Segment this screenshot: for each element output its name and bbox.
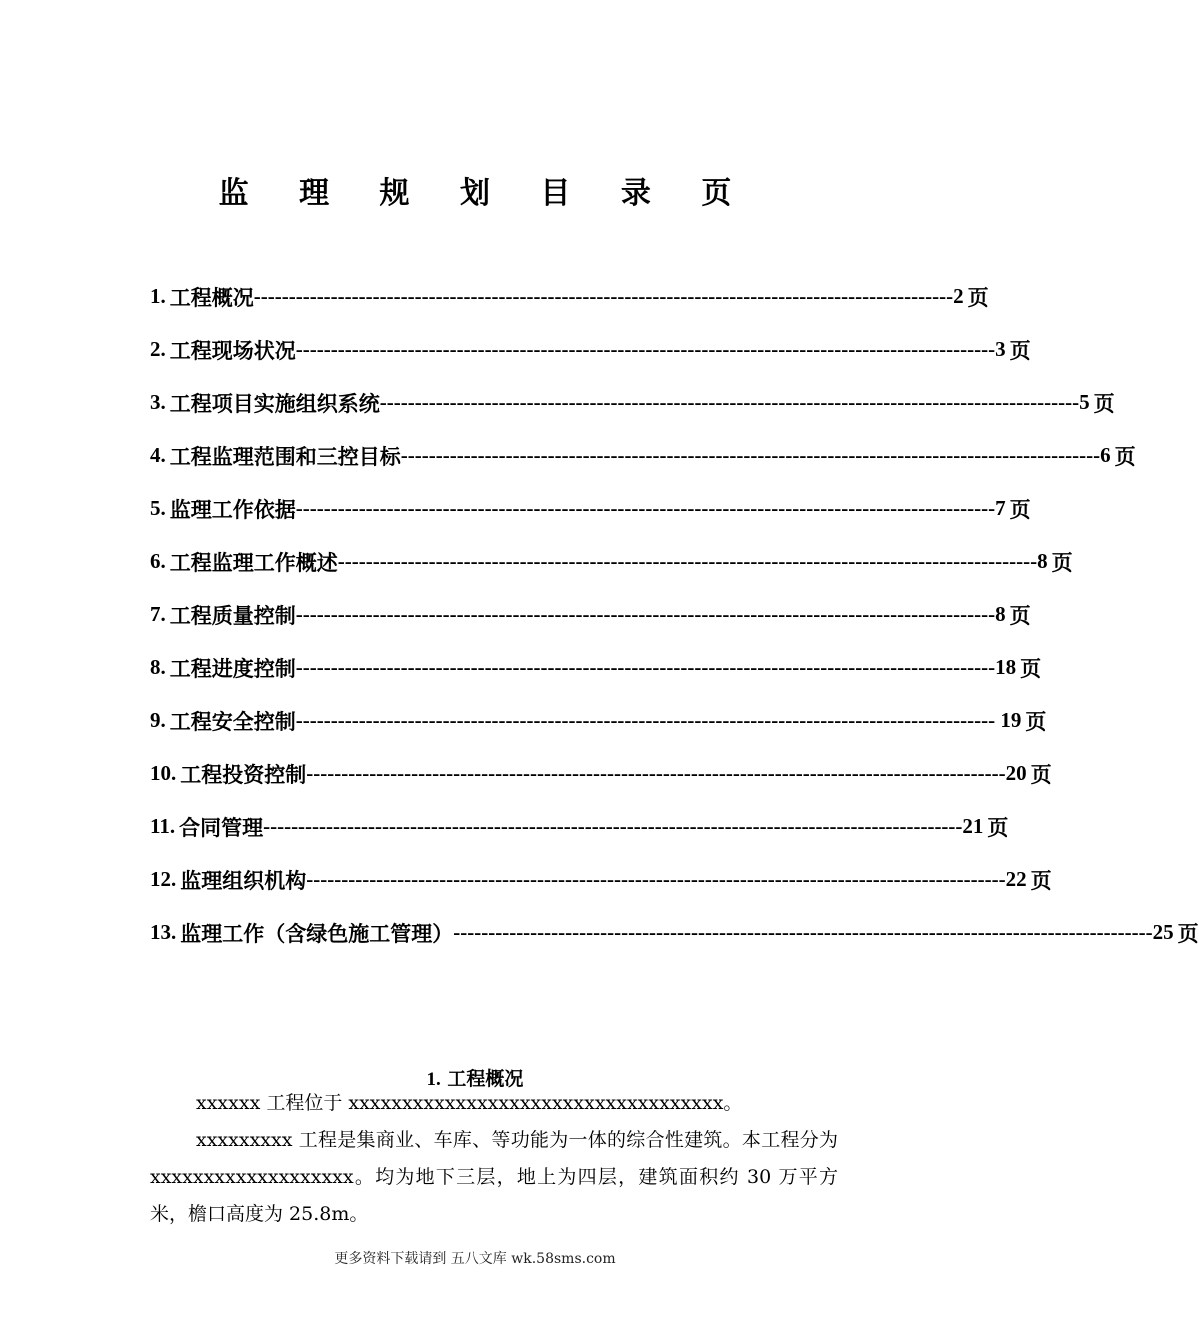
- toc-leader: ----------------------------------------------------------------------------------------------------: [295, 337, 996, 361]
- toc-number: 4.: [150, 443, 166, 467]
- toc-label: 工程投资控制: [180, 761, 307, 787]
- table-of-contents: [150, 270, 1199, 959]
- toc-number: 2.: [150, 337, 166, 361]
- toc-label: 工程现场状况: [169, 337, 296, 363]
- toc-leader: ----------------------------------------------------------------------------------------------------: [306, 761, 1006, 785]
- toc-entry: [150, 853, 1052, 906]
- toc-page-unit: 页: [1051, 549, 1073, 575]
- toc-leader: ----------------------------------------------------------------------------------------------------: [453, 920, 1153, 944]
- toc-page-unit: 页: [1177, 920, 1199, 946]
- toc-page-number: 8: [995, 602, 1006, 626]
- toc-leader: ----------------------------------------------------------------------------------------------------: [379, 390, 1080, 414]
- toc-page-unit: 页: [967, 284, 989, 310]
- toc-page-unit: 页: [1030, 867, 1052, 893]
- section-number: 1.: [426, 1069, 441, 1090]
- toc-leader: ----------------------------------------------------------------------------------------------------: [337, 549, 1038, 573]
- toc-number: 5.: [150, 496, 166, 520]
- toc-leader: ----------------------------------------------------------------------------------------------------: [295, 496, 996, 520]
- toc-leader: ----------------------------------------------------------------------------------------------------: [295, 602, 996, 626]
- toc-number: 10.: [150, 761, 177, 785]
- toc-entry: [150, 323, 1031, 376]
- body-paragraph: xxxxxxxxx 工程是集商业、车库、等功能为一体的综合性建筑。本工程分为 xxxxxxxxxxxxxxxxxxx。均为地下三层，地上为四层，建筑面积约 30 万平方米，檐口高度为 25.8m。: [150, 1129, 838, 1225]
- toc-page-unit: 页: [1030, 761, 1052, 787]
- toc-page-unit: 页: [1009, 496, 1031, 522]
- toc-leader: ----------------------------------------------------------------------------------------------------: [295, 708, 996, 732]
- toc-page-unit: 页: [1093, 390, 1115, 416]
- toc-entry: [150, 535, 1073, 588]
- toc-number: 8.: [150, 655, 166, 679]
- toc-number: 6.: [150, 549, 166, 573]
- toc-label: 监理组织机构: [180, 867, 307, 893]
- toc-page-number: 20: [1005, 761, 1027, 785]
- toc-page-number: 25: [1152, 920, 1174, 944]
- toc-leader: ----------------------------------------------------------------------------------------------------: [400, 443, 1101, 467]
- toc-leader: ----------------------------------------------------------------------------------------------------: [306, 867, 1006, 891]
- toc-label: 工程质量控制: [169, 602, 296, 628]
- toc-page-number: 22: [1005, 867, 1027, 891]
- toc-entry: [150, 270, 989, 323]
- toc-entry: [150, 800, 1009, 853]
- toc-page-number: 2: [953, 284, 964, 308]
- toc-entry: [150, 588, 1031, 641]
- toc-label: 监理工作（含绿色施工管理）: [180, 920, 454, 946]
- toc-page-number: 7: [995, 496, 1006, 520]
- toc-number: 1.: [150, 284, 166, 308]
- toc-label: 工程概况: [169, 284, 254, 310]
- toc-leader: ----------------------------------------------------------------------------------------------------: [253, 284, 954, 308]
- toc-number: 11.: [150, 814, 176, 838]
- toc-page-number: 6: [1100, 443, 1111, 467]
- page-title: 监 理 规 划 目 录 页: [218, 176, 752, 211]
- toc-number: 12.: [150, 867, 177, 891]
- toc-page-unit: 页: [987, 814, 1009, 840]
- toc-label: 工程监理范围和三控目标: [169, 443, 401, 469]
- toc-page-unit: 页: [1009, 602, 1031, 628]
- toc-page-unit: 页: [1114, 443, 1136, 469]
- toc-number: 7.: [150, 602, 166, 626]
- page-footer: 更多资料下载请到 五八文库 wk.58sms.com: [334, 1251, 616, 1267]
- toc-number: 13.: [150, 920, 177, 944]
- toc-page-number: 18: [995, 655, 1017, 679]
- toc-entry: [150, 694, 1047, 747]
- toc-label: 监理工作依据: [169, 496, 296, 522]
- toc-label: 工程进度控制: [169, 655, 296, 681]
- toc-label: 工程监理工作概述: [169, 549, 338, 575]
- toc-entry: [150, 747, 1052, 800]
- toc-entry: [150, 429, 1136, 482]
- toc-page-number: 5: [1079, 390, 1090, 414]
- toc-page-unit: 页: [1025, 708, 1047, 734]
- toc-page-number: 21: [962, 814, 984, 838]
- section-title: 工程概况: [447, 1068, 524, 1090]
- toc-page-unit: 页: [1020, 655, 1042, 681]
- toc-page-unit: 页: [1009, 337, 1031, 363]
- toc-entry: [150, 906, 1199, 959]
- toc-label: 工程项目实施组织系统: [169, 390, 380, 416]
- toc-entry: [150, 482, 1031, 535]
- body-paragraph: xxxxxx 工程位于 xxxxxxxxxxxxxxxxxxxxxxxxxxxxxxxxxxx。: [196, 1092, 743, 1114]
- toc-number: 3.: [150, 390, 166, 414]
- toc-page-number: 8: [1037, 549, 1048, 573]
- toc-leader: ----------------------------------------------------------------------------------------------------: [295, 655, 996, 679]
- toc-leader: ----------------------------------------------------------------------------------------------------: [263, 814, 963, 838]
- toc-page-number: 3: [995, 337, 1006, 361]
- toc-entry: [150, 641, 1042, 694]
- toc-entry: [150, 376, 1115, 429]
- toc-number: 9.: [150, 708, 166, 732]
- toc-label: 工程安全控制: [169, 708, 296, 734]
- toc-page-number: 19: [995, 708, 1022, 732]
- toc-label: 合同管理: [179, 814, 264, 840]
